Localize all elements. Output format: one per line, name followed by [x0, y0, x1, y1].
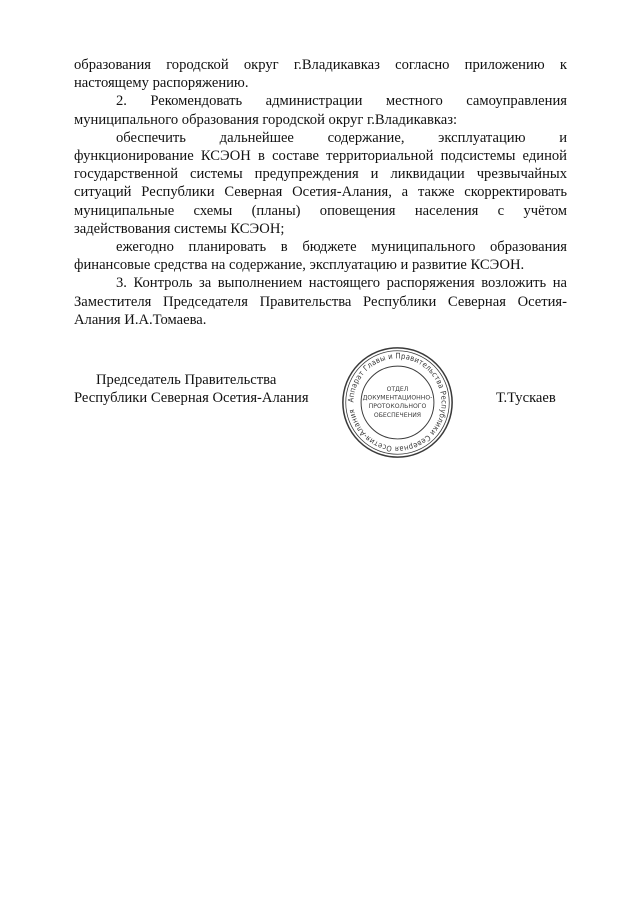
official-seal [340, 345, 455, 460]
paragraph-subitem-budget: ежегодно планировать в бюджете муниципального образования финансовые средства на содержание, эксплуатацию и развитие КСЭОН. [74, 239, 567, 274]
document-body [74, 56, 567, 329]
paragraph-subitem-ensure: обеспечить дальнейшее содержание, эксплуатацию и функционирование КСЭОН в составе территориальной подсистемы единой государственной системы предупреждения и ликвидации чрезвычайных ситуаций Республики Северная Осетия-Алания, а также скорректировать муниципальные схемы (планы) оповещения населения с учётом задействования системы КСЭОН; [74, 129, 567, 237]
seal-center-line-4: ОБЕСПЕЧЕНИЯ [373, 411, 422, 419]
seal-center-line-2: ДОКУМЕНТАЦИОННО- [362, 394, 433, 402]
seal-ring-text: Аппарат Главы и Правительства Республики Северная Осетия-Алания [346, 351, 449, 454]
signatory-name: Т.Тускаев [496, 390, 556, 406]
paragraph-item-3: 3. Контроль за выполнением настоящего распоряжения возложить на Заместителя Председателя Правительства Республики Северная Осетия-Алания И.А.Томаева. [74, 275, 567, 328]
signatory-title-line2: Республики Северная Осетия-Алания [74, 390, 309, 406]
seal-center-text [363, 386, 433, 419]
paragraph-continuation: образования городской округ г.Владикавказ согласно приложению к настоящему распоряжению. [74, 57, 567, 92]
seal-center-line-1: ОТДЕЛ [386, 386, 409, 393]
seal-center-line-3: ПРОТОКОЛЬНОГО [368, 403, 427, 411]
paragraph-item-2: 2. Рекомендовать администрации местного самоуправления муниципального образования городской округ г.Владикавказ: [74, 93, 567, 128]
signatory-title-line1: Председатель Правительства [96, 372, 277, 388]
